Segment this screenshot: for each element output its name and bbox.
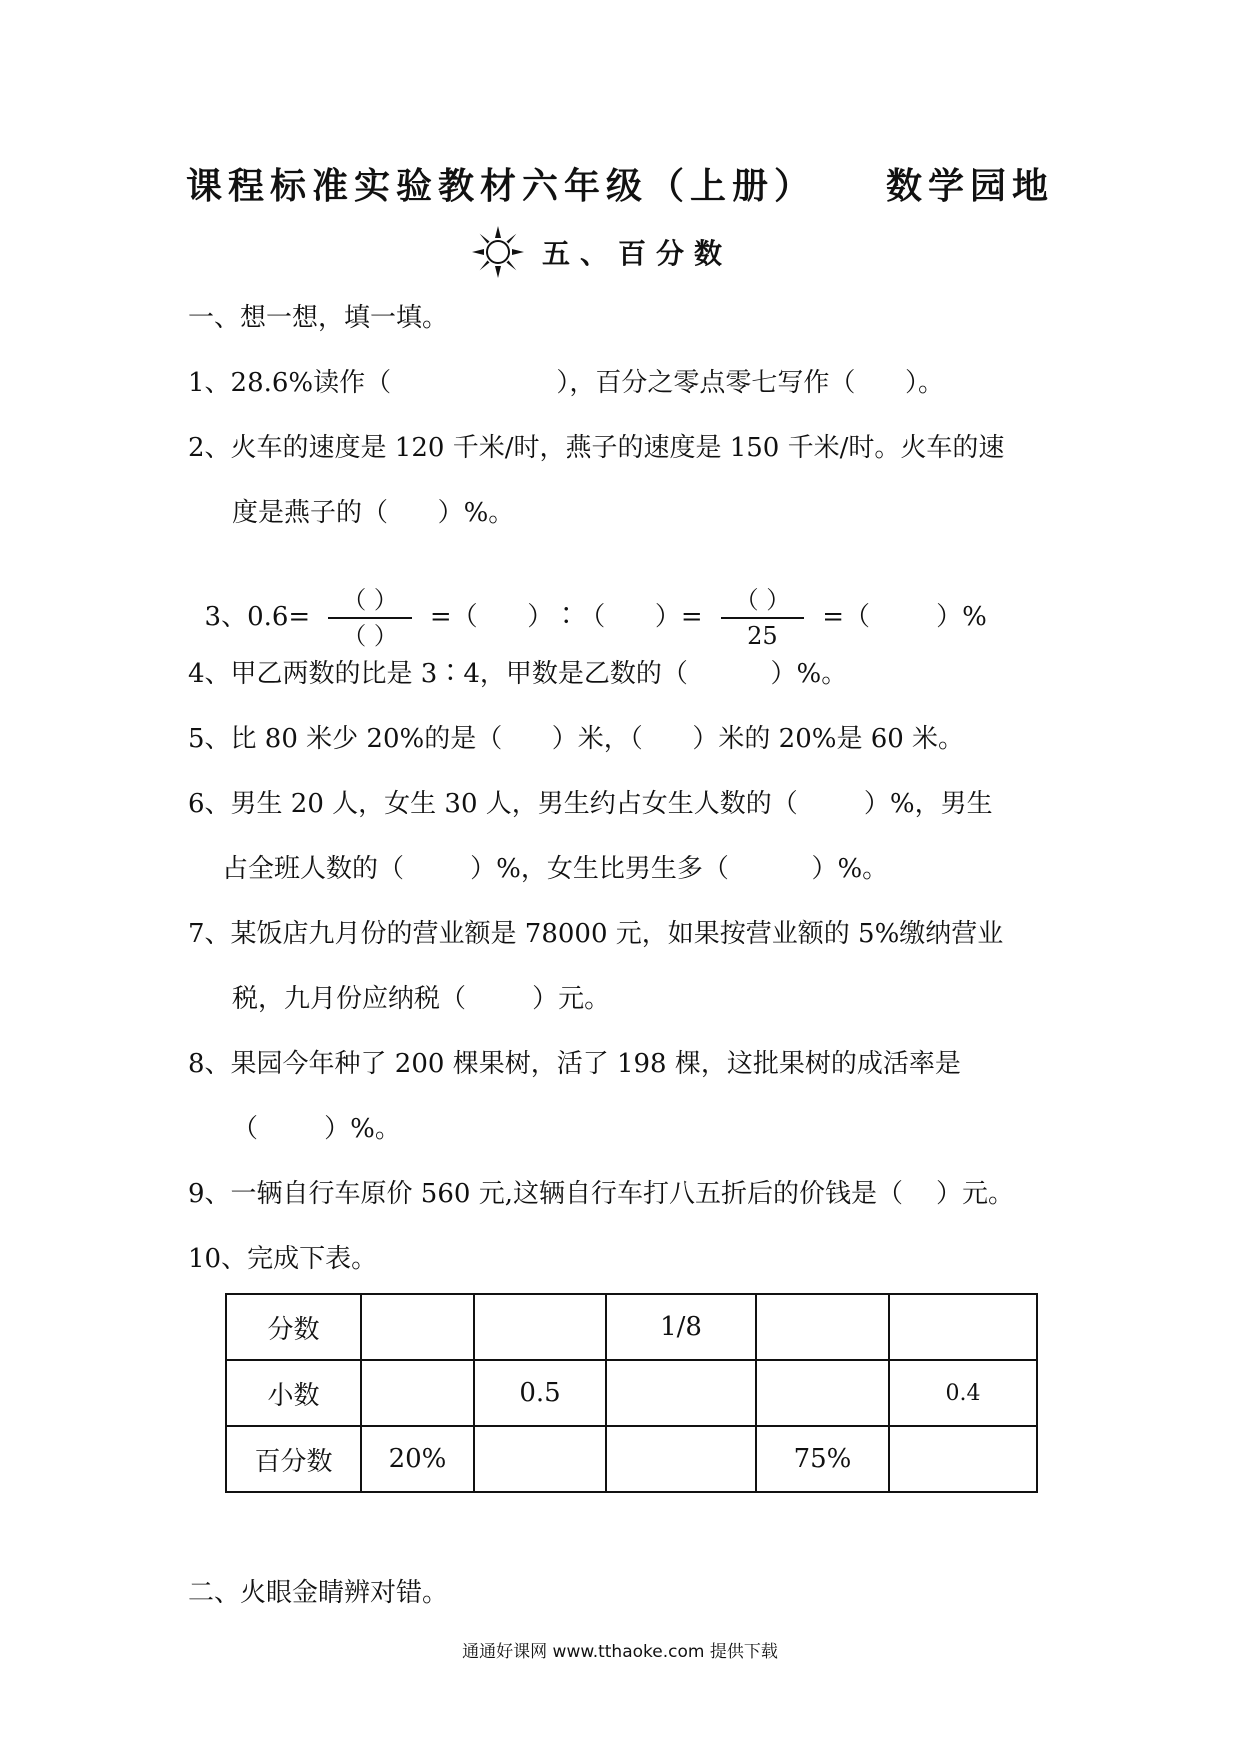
question-10: 10、完成下表。 (188, 1244, 378, 1274)
table-cell (756, 1294, 889, 1360)
table-cell (889, 1294, 1037, 1360)
question-8-line2: （ ）%。 (232, 1114, 401, 1144)
row-label: 分数 (226, 1294, 361, 1360)
question-7-line2: 税，九月份应纳税（ ）元。 (232, 984, 611, 1014)
question-3-prefix: 3、0.6= (204, 602, 311, 632)
fraction-2-denominator: 25 (747, 622, 778, 650)
conversion-table (225, 1293, 1038, 1493)
title-main: 课程标准实验教材六年级（上册） (185, 166, 816, 207)
table-row (226, 1294, 1037, 1360)
table-cell (756, 1360, 889, 1426)
table-cell (606, 1426, 756, 1492)
table-cell (361, 1360, 474, 1426)
fraction-1-numerator: （ ） (328, 583, 412, 619)
section-subtitle (470, 224, 732, 280)
question-2-line1: 2、火车的速度是 120 千米/时，燕子的速度是 150 千米/时。火车的速 (188, 433, 1005, 463)
table-cell (361, 1294, 474, 1360)
section2-heading: 二、火眼金睛辨对错。 (188, 1578, 449, 1608)
table-cell: 0.5 (474, 1360, 606, 1426)
row-label: 小数 (226, 1360, 361, 1426)
question-3 (188, 553, 987, 653)
question-6-line2: 占全班人数的（ ）%，女生比男生多（ ）%。 (222, 854, 889, 884)
title-right: 数学园地 (886, 166, 1055, 207)
question-6-line1: 6、男生 20 人，女生 30 人，男生约占女生人数的（ ）%，男生 (188, 789, 993, 819)
question-4: 4、甲乙两数的比是 3∶4，甲数是乙数的（ ）%。 (188, 659, 848, 689)
subtitle-text: 五、百分数 (542, 237, 733, 270)
question-3-middle: =（ ）∶（ ）= (429, 602, 703, 632)
table-cell: 75% (756, 1426, 889, 1492)
fraction-1-denominator: （ ） (342, 622, 398, 650)
question-1: 1、28.6%读作（ ），百分之零点零七写作（ ）。 (188, 368, 945, 398)
fraction-2 (721, 583, 805, 653)
question-9: 9、一辆自行车原价 560 元,这辆自行车打八五折后的价钱是（ ）元。 (188, 1179, 1015, 1209)
table-cell: 0.4 (889, 1360, 1037, 1426)
table-cell (474, 1426, 606, 1492)
sun-icon (470, 224, 526, 280)
question-8-line1: 8、果园今年种了 200 棵果树，活了 198 棵，这批果树的成活率是 (188, 1049, 961, 1079)
question-2-line2: 度是燕子的（ ）%。 (232, 498, 515, 528)
question-5: 5、比 80 米少 20%的是（ ）米，（ ）米的 20%是 60 米。 (188, 724, 965, 754)
page-title (0, 158, 1240, 209)
question-3-suffix: =（ ）% (822, 602, 987, 632)
table-cell (474, 1294, 606, 1360)
table-cell: 20% (361, 1426, 474, 1492)
table-row (226, 1360, 1037, 1426)
fraction-1 (328, 583, 412, 653)
table-cell (889, 1426, 1037, 1492)
footer-text: 通通好课网 www.tthaoke.com 提供下载 (462, 1642, 778, 1662)
table-cell (606, 1360, 756, 1426)
section1-heading: 一、想一想，填一填。 (188, 303, 449, 333)
row-label: 百分数 (226, 1426, 361, 1492)
table-row (226, 1426, 1037, 1492)
table-cell: 1/8 (606, 1294, 756, 1360)
question-7-line1: 7、某饭店九月份的营业额是 78000 元，如果按营业额的 5%缴纳营业 (188, 919, 1004, 949)
fraction-2-numerator: （ ） (721, 583, 805, 619)
